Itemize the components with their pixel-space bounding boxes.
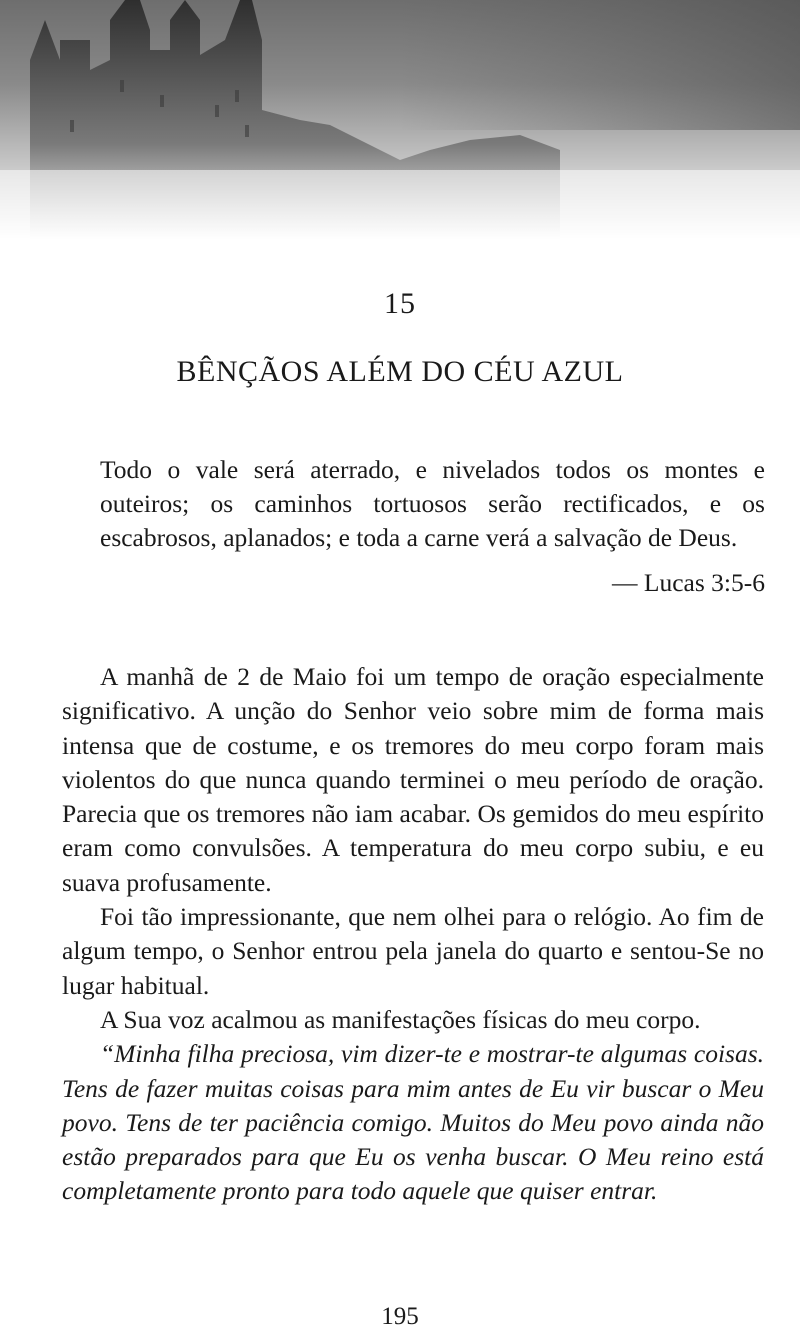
chapter-title: BÊNÇÃOS ALÉM DO CÉU AZUL [176, 355, 624, 388]
paragraph: A Sua voz acalmou as manifestações físicas do meu corpo. [100, 1004, 701, 1034]
epigraph-text: Todo o vale será aterrado, e nivelados todos os montes e outeiros; os caminhos tortuosos serão rectificados, e os escabrosos, aplanados; e toda a carne verá a salvação de Deus. [100, 455, 765, 553]
castle-header-image [0, 0, 800, 240]
chapter-number: 15 [384, 287, 416, 320]
page-number: 195 [381, 1303, 419, 1330]
paragraph: Foi tão impressionante, que nem olhei para o relógio. Ao fim de algum tempo, o Senhor entrou pela janela do quarto e sentou-Se no lugar habitual. [62, 902, 764, 1000]
paragraph: A manhã de 2 de Maio foi um tempo de oração especialmente significativo. A unção do Senhor veio sobre mim de forma mais intensa que de costume, e os tremores do meu corpo foram mais violentos do que nunca quando terminei o meu período de oração. Parecia que os tremores não iam acabar. Os gemidos do meu espírito eram como convulsões. A temperatura do meu corpo subiu, e eu suava profusamente. [62, 662, 764, 897]
paragraph-quote: “Minha filha preciosa, vim dizer-te e mostrar-te algumas coisas. Tens de fazer muitas coisas para mim antes de Eu vir buscar o Meu povo. Tens de ter paciência comigo. Muitos do Meu povo ainda não estão preparados para que Eu os venha buscar. O Meu reino está completamente pronto para todo aquele que quiser entrar. [62, 1039, 764, 1206]
epigraph-source: — Lucas 3:5-6 [612, 568, 765, 597]
body-text [62, 660, 764, 1209]
